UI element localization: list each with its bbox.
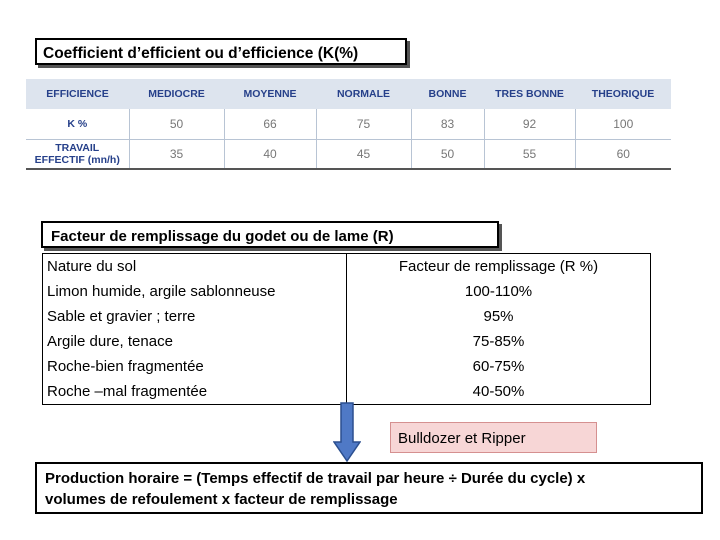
production-formula (35, 462, 703, 514)
factor-cell: 100-110% (464, 282, 533, 300)
table-row (43, 379, 651, 405)
factor-cell: 95% (483, 307, 514, 325)
table-row (43, 354, 651, 379)
soil-cell: Roche –mal fragmentée (43, 379, 347, 405)
fill-factor-table (42, 253, 651, 405)
soil-cell: Argile dure, tenace (43, 329, 347, 354)
header-cell: TRES BONNE (495, 88, 564, 100)
k-value: 66 (224, 109, 316, 139)
formula-line-1: Production horaire = (Temps effectif de travail par heure ÷ Durée du cycle) x (45, 470, 586, 487)
soil-cell: Roche-bien fragmentée (43, 354, 347, 379)
formula-line-2: volumes de refoulement x facteur de remplissage (45, 491, 398, 508)
travail-value: 55 (484, 139, 575, 169)
k-value: 83 (411, 109, 484, 139)
soil-cell: Sable et gravier ; terre (43, 304, 347, 329)
k-row-label: K % (26, 109, 129, 139)
header-cell: THEORIQUE (591, 88, 655, 100)
fill-factor-title (41, 221, 499, 248)
travail-value: 45 (316, 139, 411, 169)
fill-factor-header-row (43, 254, 651, 280)
down-arrow-icon (333, 402, 361, 462)
table-row (43, 304, 651, 329)
table-row (43, 329, 651, 354)
factor-column-header: Facteur de remplissage (R %) (398, 257, 599, 275)
soil-column-header: Nature du sol (43, 254, 347, 280)
travail-row-label (26, 139, 129, 169)
k-value: 75 (316, 109, 411, 139)
travail-value: 50 (411, 139, 484, 169)
travail-row (26, 139, 671, 169)
travail-label-line1: TRAVAIL (55, 141, 100, 154)
efficiency-header-row (26, 79, 671, 109)
k-value: 92 (484, 109, 575, 139)
travail-value: 35 (129, 139, 224, 169)
travail-value: 40 (224, 139, 316, 169)
header-cell: NORMALE (336, 88, 391, 100)
efficiency-title (35, 38, 407, 65)
fill-factor-title-text: Facteur de remplissage du godet ou de lame (R) (51, 228, 394, 245)
efficiency-table (26, 79, 671, 170)
factor-cell: 40-50% (472, 382, 525, 400)
travail-label-line2: EFFECTIF (mn/h) (34, 153, 120, 166)
factor-cell: 60-75% (472, 357, 525, 375)
k-value: 100 (575, 109, 671, 139)
header-cell: MOYENNE (243, 88, 297, 100)
factor-cell: 75-85% (472, 332, 525, 350)
table-row (43, 279, 651, 304)
header-cell: EFFICIENCE (46, 88, 109, 100)
header-cell: MEDIOCRE (148, 88, 205, 100)
efficiency-title-text: Coefficient d’efficient ou d’efficience (K(%) (43, 45, 359, 62)
header-cell: BONNE (428, 88, 467, 100)
travail-value: 60 (575, 139, 671, 169)
bulldozer-ripper-callout (390, 422, 597, 453)
k-value: 50 (129, 109, 224, 139)
k-row (26, 109, 671, 139)
callout-text: Bulldozer et Ripper (398, 430, 526, 447)
soil-cell: Limon humide, argile sablonneuse (43, 279, 347, 304)
